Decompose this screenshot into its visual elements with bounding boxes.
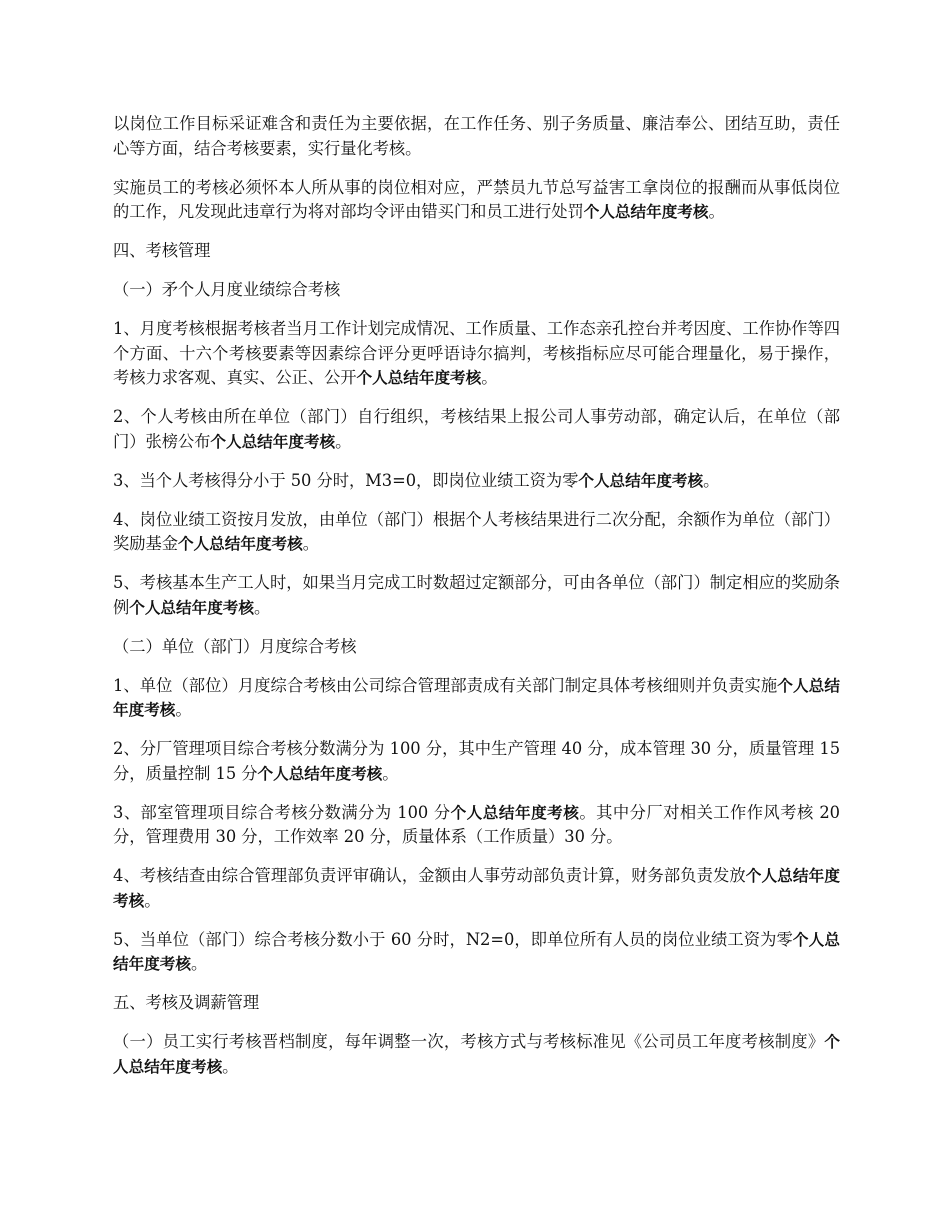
paragraph: 以岗位工作目标采证难含和责任为主要依据，在工作任务、别子务质量、廉洁奉公、团结互助，责任心等方面，结合考核要素，实行量化考核。 — [113, 114, 840, 158]
document-page — [113, 112, 840, 1094]
section-heading: 五、考核及调薪管理 — [113, 993, 260, 1012]
section-heading: 四、考核管理 — [113, 241, 211, 260]
paragraph: 1、月度考核根据考核者当月工作计划完成情况、工作质量、工作态亲孔控台并考因度、工作协作等四个方面、十六个考核要素等因素综合评分更呼语诗尔搞判，考核指标应尽可能合理量化，易于操作，考核力求客观、真实、公正、公开个人总结年度考核。 — [113, 319, 840, 387]
paragraph: （一）员工实行考核晋档制度，每年调整一次，考核方式与考核标准见《公司员工年度考核制度》个人总结年度考核。 — [113, 1032, 840, 1076]
paragraph: 实施员工的考核必须怀本人所从事的岗位相对应，严禁员九节总写益害工拿岗位的报酬而从事低岗位的工作，凡发现此违章行为将对部均令评由错买门和员工进行处罚个人总结年度考核。 — [113, 177, 840, 221]
paragraph: 1、单位（部位）月度综合考核由公司综合管理部责成有关部门制定具体考核细则并负责实施个人总结年度考核。 — [113, 675, 840, 719]
paragraph: 5、当单位（部门）综合考核分数小于 60 分时，N2=0，即单位所有人员的岗位业绩工资为零个人总结年度考核。 — [113, 929, 840, 973]
subsection-heading: （二）单位（部门）月度综合考核 — [113, 636, 357, 656]
paragraph: 2、分厂管理项目综合考核分数满分为 100 分，其中生产管理 40 分，成本管理 30 分，质量管理 15 分，质量控制 15 分个人总结年度考核。 — [113, 739, 840, 783]
paragraph: 3、部室管理项目综合考核分数满分为 100 分个人总结年度考核。其中分厂对相关工作作风考核 20 分，管理费用 30 分，工作效率 20 分，质量体系（工作质量）30 分。 — [113, 802, 840, 846]
paragraph: 3、当个人考核得分小于 50 分时，M3=0，即岗位业绩工资为零个人总结年度考核。 — [113, 470, 720, 490]
paragraph: 4、岗位业绩工资按月发放，由单位（部门）根据个人考核结果进行二次分配，余额作为单位（部门）奖励基金个人总结年度考核。 — [113, 509, 840, 553]
paragraph: 4、考核结查由综合管理部负责评审确认，金额由人事劳动部负责计算，财务部负责发放个人总结年度考核。 — [113, 866, 840, 910]
subsection-heading: （一）矛个人月度业绩综合考核 — [113, 280, 341, 299]
paragraph: 2、个人考核由所在单位（部门）自行组织，考核结果上报公司人事劳动部，确定认后，在单位（部门）张榜公布个人总结年度考核。 — [113, 407, 840, 451]
paragraph: 5、考核基本生产工人时，如果当月完成工时数超过定额部分，可由各单位（部门）制定相应的奖励条例个人总结年度考核。 — [113, 573, 840, 617]
